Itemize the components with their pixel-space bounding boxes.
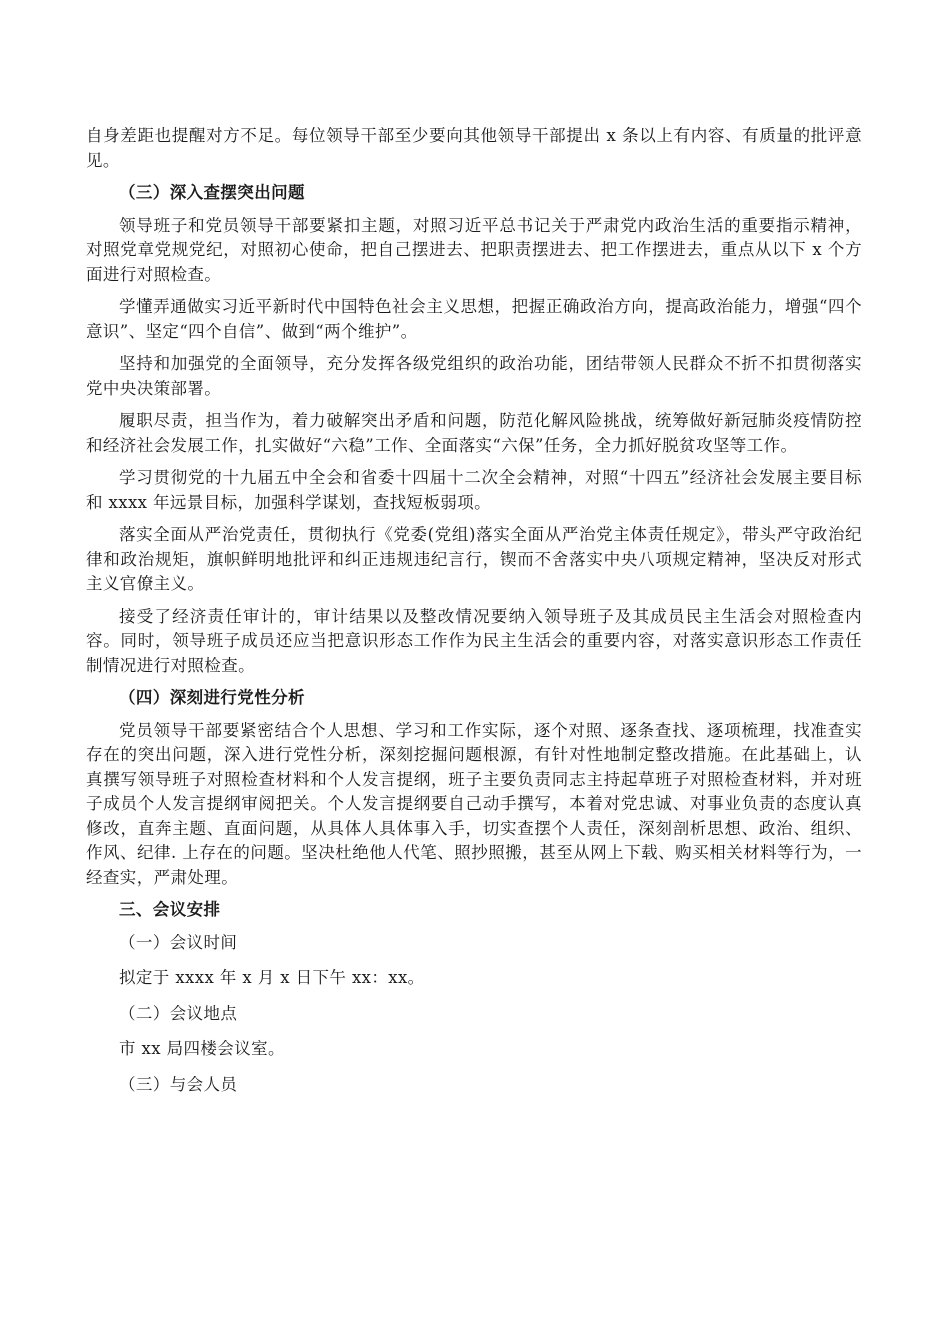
- paragraph: 履职尽责，担当作为，着力破解突出矛盾和问题，防范化解风险挑战，统筹做好新冠肺炎疫情防控和经济社会发展工作，扎实做好“六稳”工作、全面落实“六保”任务，全力抓好脱贫攻坚等工作。: [86, 411, 862, 455]
- paragraph: 接受了经济责任审计的，审计结果以及整改情况要纳入领导班子及其成员民主生活会对照检查内容。同时，领导班子成员还应当把意识形态工作作为民主生活会的重要内容，对落实意识形态工作责任制情况进行对照检查。: [86, 606, 862, 675]
- subheading-meeting-time: （一）会议时间: [119, 932, 238, 952]
- subheading-attendees: （三）与会人员: [119, 1074, 238, 1094]
- paragraph: 领导班子和党员领导干部要紧扣主题，对照习近平总书记关于严肃党内政治生活的重要指示精神，对照党章党规党纪，对照初心使命，把自己摆进去、把职责摆进去、把工作摆进去，重点从以下 x 个方面进行对照检查。: [86, 215, 862, 284]
- heading-meeting-arrangement: 三、会议安排: [119, 900, 221, 919]
- paragraph: 落实全面从严治党责任，贯彻执行《党委(党组)落实全面从严治党主体责任规定》，带头严守政治纪律和政治规矩，旗帜鲜明地批评和纠正违规违纪言行，锲而不舍落实中央八项规定精神，坚决反对形式主义官僚主义。: [86, 525, 862, 593]
- paragraph: 坚持和加强党的全面领导，充分发挥各级党组织的政治功能，团结带领人民群众不折不扣贯彻落实党中央决策部署。: [86, 354, 862, 398]
- paragraph: 党员领导干部要紧密结合个人思想、学习和工作实际，逐个对照、逐条查找、逐项梳理，找准查实存在的突出问题，深入进行党性分析，深刻挖掘问题根源，有针对性地制定整改措施。在此基础上，认真撰写领导班子对照检查材料和个人发言提纲，班子主要负责同志主持起草班子对照检查材料，并对班子成员个人发言提纲审阅把关。个人发言提纲要自己动手撰写，本着对党忠诚、对事业负责的态度认真修改，直奔主题、直面问题，从具体人具体事入手，切实查摆个人责任，深刻剖析思想、政治、组织、作风、纪律. 上存在的问题。坚决杜绝他人代笔、照抄照搬，甚至从网上下载、购买相关材料等行为，一经查实，严肃处理。: [86, 720, 862, 887]
- subheading-meeting-place: （二）会议地点: [119, 1003, 238, 1023]
- paragraph-continued: 自身差距也提醒对方不足。每位领导干部至少要向其他领导干部提出 x 条以上有内容、有质量的批评意见。: [86, 126, 862, 170]
- meeting-place-text: 市 xx 局四楼会议室。: [119, 1039, 285, 1058]
- document-page: [86, 124, 862, 1108]
- heading-section-4: （四）深刻进行党性分析: [119, 688, 305, 707]
- meeting-time-text: 拟定于 xxxx 年 x 月 x 日下午 xx：xx。: [119, 968, 425, 987]
- heading-section-3: （三）深入查摆突出问题: [119, 183, 305, 202]
- paragraph: 学懂弄通做实习近平新时代中国特色社会主义思想，把握正确政治方向，提高政治能力，增强“四个意识”、坚定“四个自信”、做到“两个维护”。: [86, 297, 862, 341]
- paragraph: 学习贯彻党的十九届五中全会和省委十四届十二次全会精神，对照“十四五”经济社会发展主要目标和 xxxx 年远景目标，加强科学谋划，查找短板弱项。: [86, 468, 862, 512]
